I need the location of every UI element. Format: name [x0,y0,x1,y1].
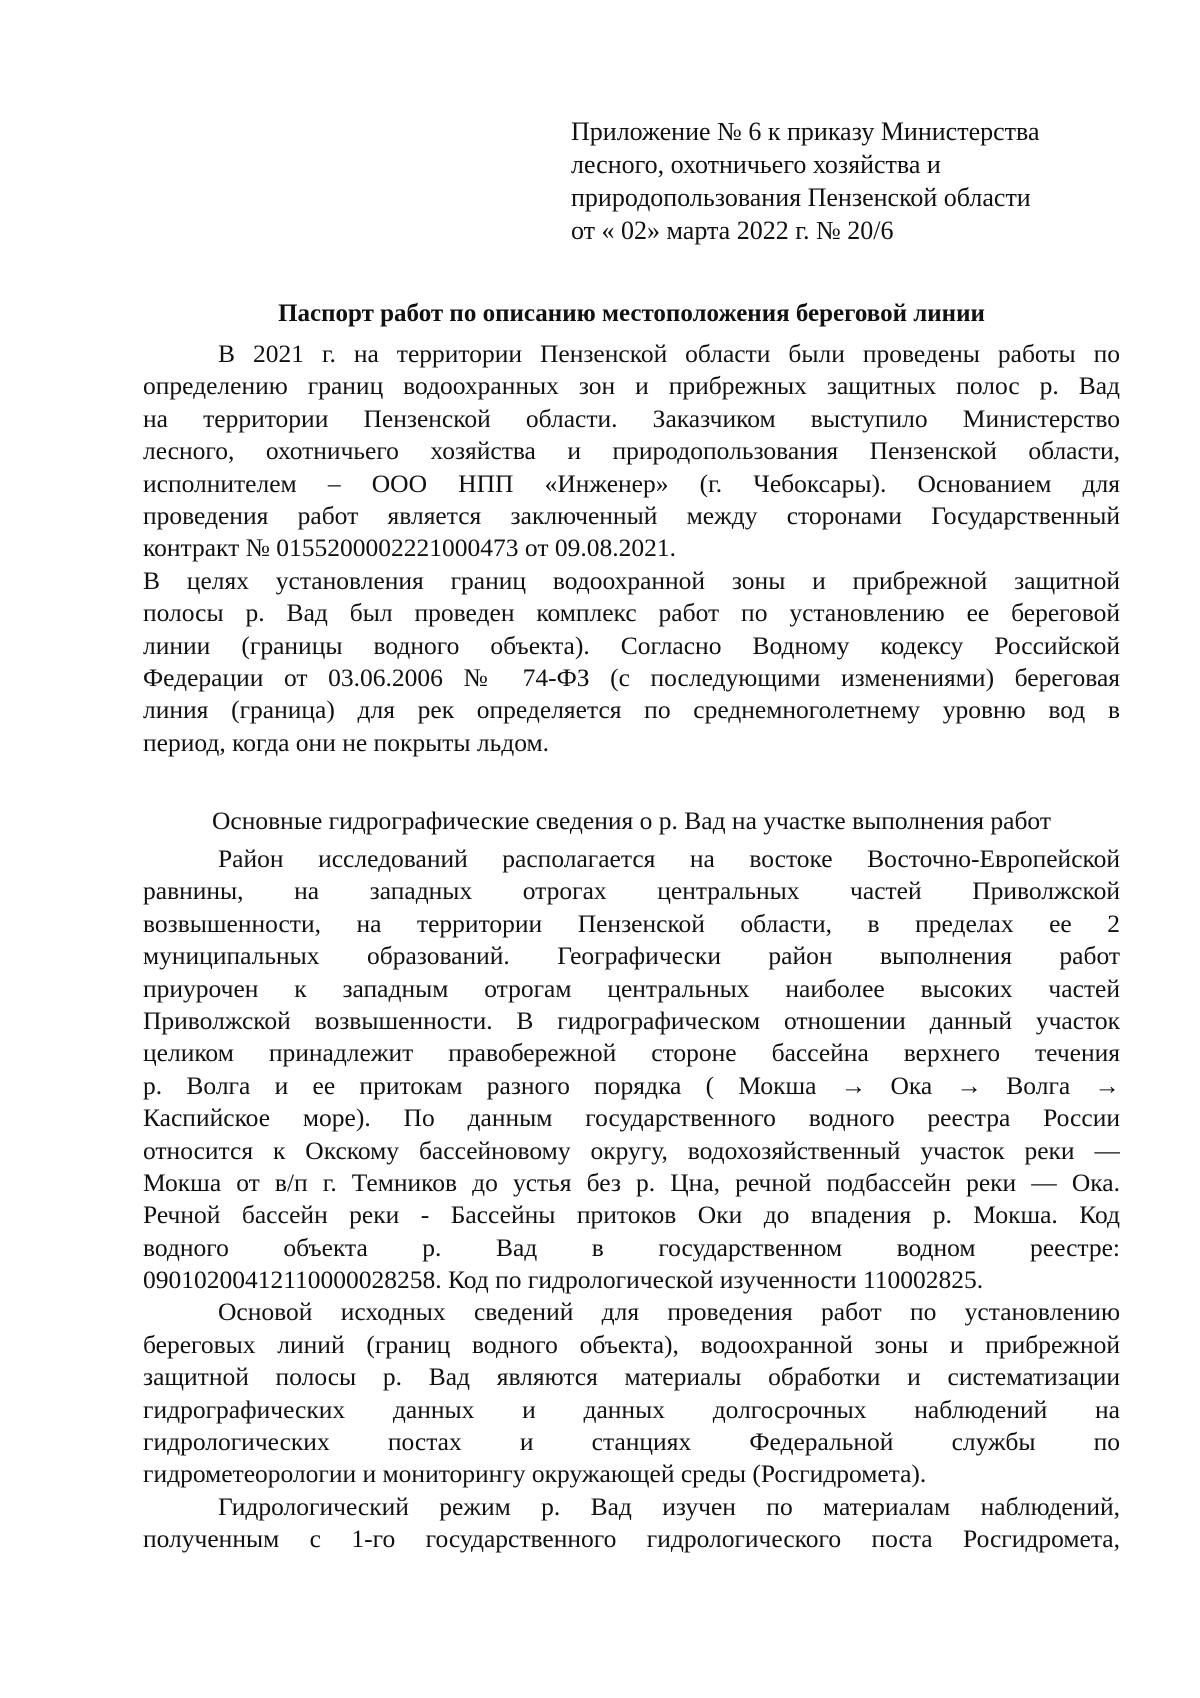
text-line: лесного, охотничьего хозяйства и природопользования Пензенской области, [143,436,1120,466]
text-line: полосы р. Вад был проведен комплекс работ по установлению ее береговой [143,598,1120,628]
text-line: гидрометеорологии и мониторингу окружающей среды (Росгидромета). [143,1459,927,1489]
text-line: целиком принадлежит правобережной стороне бассейна верхнего течения [143,1038,1120,1068]
document-title: Паспорт работ по описанию местоположения береговой линии [278,300,985,327]
text-line: береговых линий (границ водного объекта), водоохранной зоны и прибрежной [143,1329,1120,1359]
text-line: возвышенности, на территории Пензенской области, в пределах ее 2 [143,908,1120,938]
text-line: р. Волга и ее притокам разного порядка ( Мокша → Ока → Волга → [143,1070,1120,1100]
text-line: гидрографических данных и данных долгосрочных наблюдений на [143,1394,1120,1424]
text-line: Мокша от в/п г. Темников до устья без р. Цна, речной подбассейн реки — Ока. [143,1167,1120,1197]
text-line: Каспийское море). По данным государственного водного реестра России [143,1103,1120,1133]
text-line: муниципальных образований. Географически район выполнения работ [143,941,1120,971]
appendix-line: лесного, охотничьего хозяйства и [571,150,941,179]
text-line: В 2021 г. на территории Пензенской области были проведены работы по [218,339,1120,368]
text-line: проведения работ является заключенный между сторонами Государственный [143,500,1120,530]
text-line: защитной полосы р. Вад являются материалы обработки и систематизации [143,1362,1120,1392]
appendix-line: природопользования Пензенской области [571,183,1031,212]
text-line: Основой исходных сведений для проведения работ по установлению [218,1297,1120,1327]
text-line: Район исследований располагается на востоке Восточно-Европейской [218,844,1120,873]
text-line: контракт № 0155200002221000473 от 09.08.2021. [143,533,676,563]
text-line: водного объекта р. Вад в государственном водном реестре: [143,1232,1120,1262]
section-heading: Основные гидрографические сведения о р. Вад на участке выполнения работ [212,806,1051,835]
text-line: исполнителем – ООО НПП «Инженер» (г. Чебоксары). Основанием для [143,468,1120,498]
text-line: линия (граница) для рек определяется по среднемноголетнему уровню вод в [143,695,1120,725]
text-line: определению границ водоохранных зон и прибрежных защитных полос р. Вад [143,371,1120,401]
appendix-reference [571,115,1131,247]
text-line: 09010200412110000028258. Код по гидрологической изученности 110002825. [143,1265,984,1295]
body-paragraphs [143,843,1120,1556]
text-line: гидрологических постах и станциях Федеральной службы по [143,1427,1120,1457]
text-line: Приволжской возвышенности. В гидрографическом отношении данный участок [143,1005,1120,1035]
text-line: Гидрологический режим р. Вад изучен по материалам наблюдений, [218,1491,1120,1521]
text-line: относится к Окскому бассейновому округу, водохозяйственный участок реки — [143,1135,1120,1165]
text-line: полученным с 1-го государственного гидрологического поста Росгидромета, [143,1524,1120,1554]
text-line: линии (границы водного объекта). Согласно Водному кодексу Российской [143,630,1120,660]
intro-paragraphs [143,338,1120,759]
text-line: В целях установления границ водоохранной зоны и прибрежной защитной [143,565,1120,595]
text-line: Федерации от 03.06.2006 № 74-ФЗ (с последующими изменениями) береговая [143,662,1120,692]
appendix-line: Приложение № 6 к приказу Министерства [571,117,1040,146]
appendix-line: от « 02» марта 2022 г. № 20/6 [571,216,894,245]
text-line: период, когда они не покрыты льдом. [143,727,549,757]
text-line: приурочен к западным отрогам центральных наиболее высоких частей [143,973,1120,1003]
text-line: равнины, на западных отрогах центральных частей Приволжской [143,876,1120,906]
text-line: Речной бассейн реки - Бассейны притоков Оки до впадения р. Мокша. Код [143,1200,1120,1230]
text-line: на территории Пензенской области. Заказчиком выступило Министерство [143,403,1120,433]
